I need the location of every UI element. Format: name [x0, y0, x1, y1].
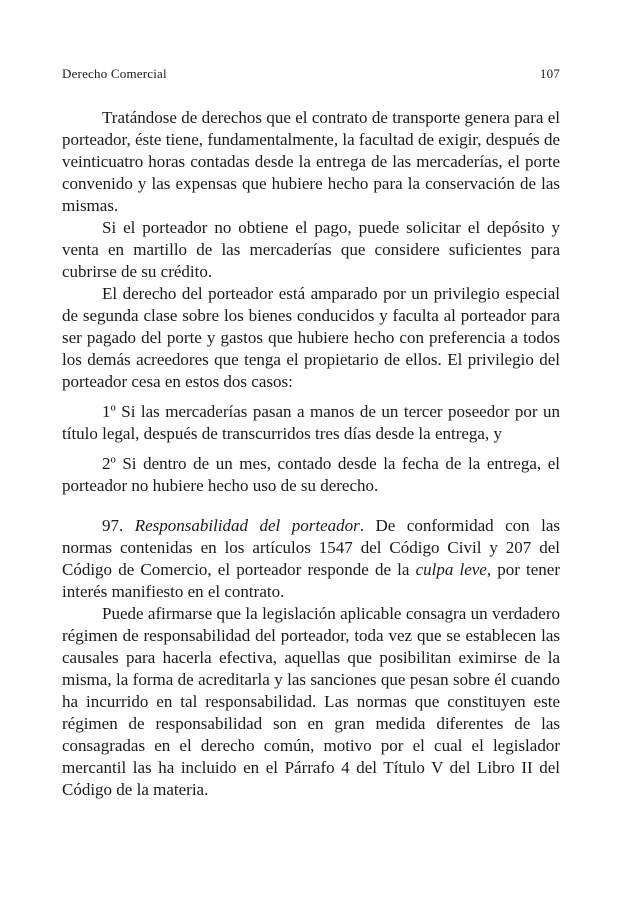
paragraph-payment-default: Si el porteador no obtiene el pago, puede solicitar el depósito y venta en martillo de las mercaderías que considere suficientes para cubrirse de su crédito.: [62, 218, 560, 281]
section-number: 97.: [102, 516, 124, 535]
section-97-paragraph: [62, 515, 560, 603]
section-text-end: , por tener interés manifiesto en el contrato.: [62, 560, 560, 601]
paragraph-porteador-rights: Tratándose de derechos que el contrato de transporte genera para el porteador, éste tiene, fundamentalmente, la facultad de exigir, después de veinticuatro horas contadas desde la entrega de las mercaderías, el porte convenido y las expensas que hubiere hecho para la conservación de las mismas.: [62, 108, 560, 215]
paragraph-case-two: 2º Si dentro de un mes, contado desde la fecha de la entrega, el porteador no hubiere hecho uso de su derecho.: [62, 454, 560, 495]
section-heading: Responsabilidad del porteador: [134, 516, 360, 535]
paragraph-case-one: 1º Si las mercaderías pasan a manos de un tercer poseedor por un título legal, después de transcurridos tres días desde la entrega, y: [62, 402, 560, 443]
page-number: 107: [539, 66, 560, 81]
body-text: [62, 107, 560, 801]
paragraph-privilege: El derecho del porteador está amparado por un privilegio especial de segunda clase sobre los bienes conducidos y faculta al porteador para ser pagado del porte y gastos que hubiere hecho con preferencia a todos los demás acreedores que tenga el propietario de ellos. El privilegio del porteador cesa en estos dos casos:: [62, 284, 560, 391]
running-header: [62, 66, 560, 82]
italic-term: culpa leve: [415, 560, 487, 579]
paragraph-responsibility-regime: Puede afirmarse que la legislación aplicable consagra un verdadero régimen de responsabilidad del porteador, toda vez que se establecen las causales para hacerla efectiva, aquellas que posibilitan eximirse de la misma, la forma de acreditarla y las sanciones que pesan sobre él cuando ha incurrido en tal responsabilidad. Las normas que constituyen este régimen de responsabilidad son en gran medida diferentes de las consagradas en el derecho común, motivo por el cual el legislador mercantil las ha incluido en el Párrafo 4 del Título V del Libro II del Código de la materia.: [62, 604, 560, 799]
running-title: Derecho Comercial: [62, 66, 167, 81]
section-text-start: . De conformidad con las normas contenidas en los artículos 1547 del Código Civil y 207 del Código de Comercio, el porteador responde de la: [62, 516, 560, 579]
